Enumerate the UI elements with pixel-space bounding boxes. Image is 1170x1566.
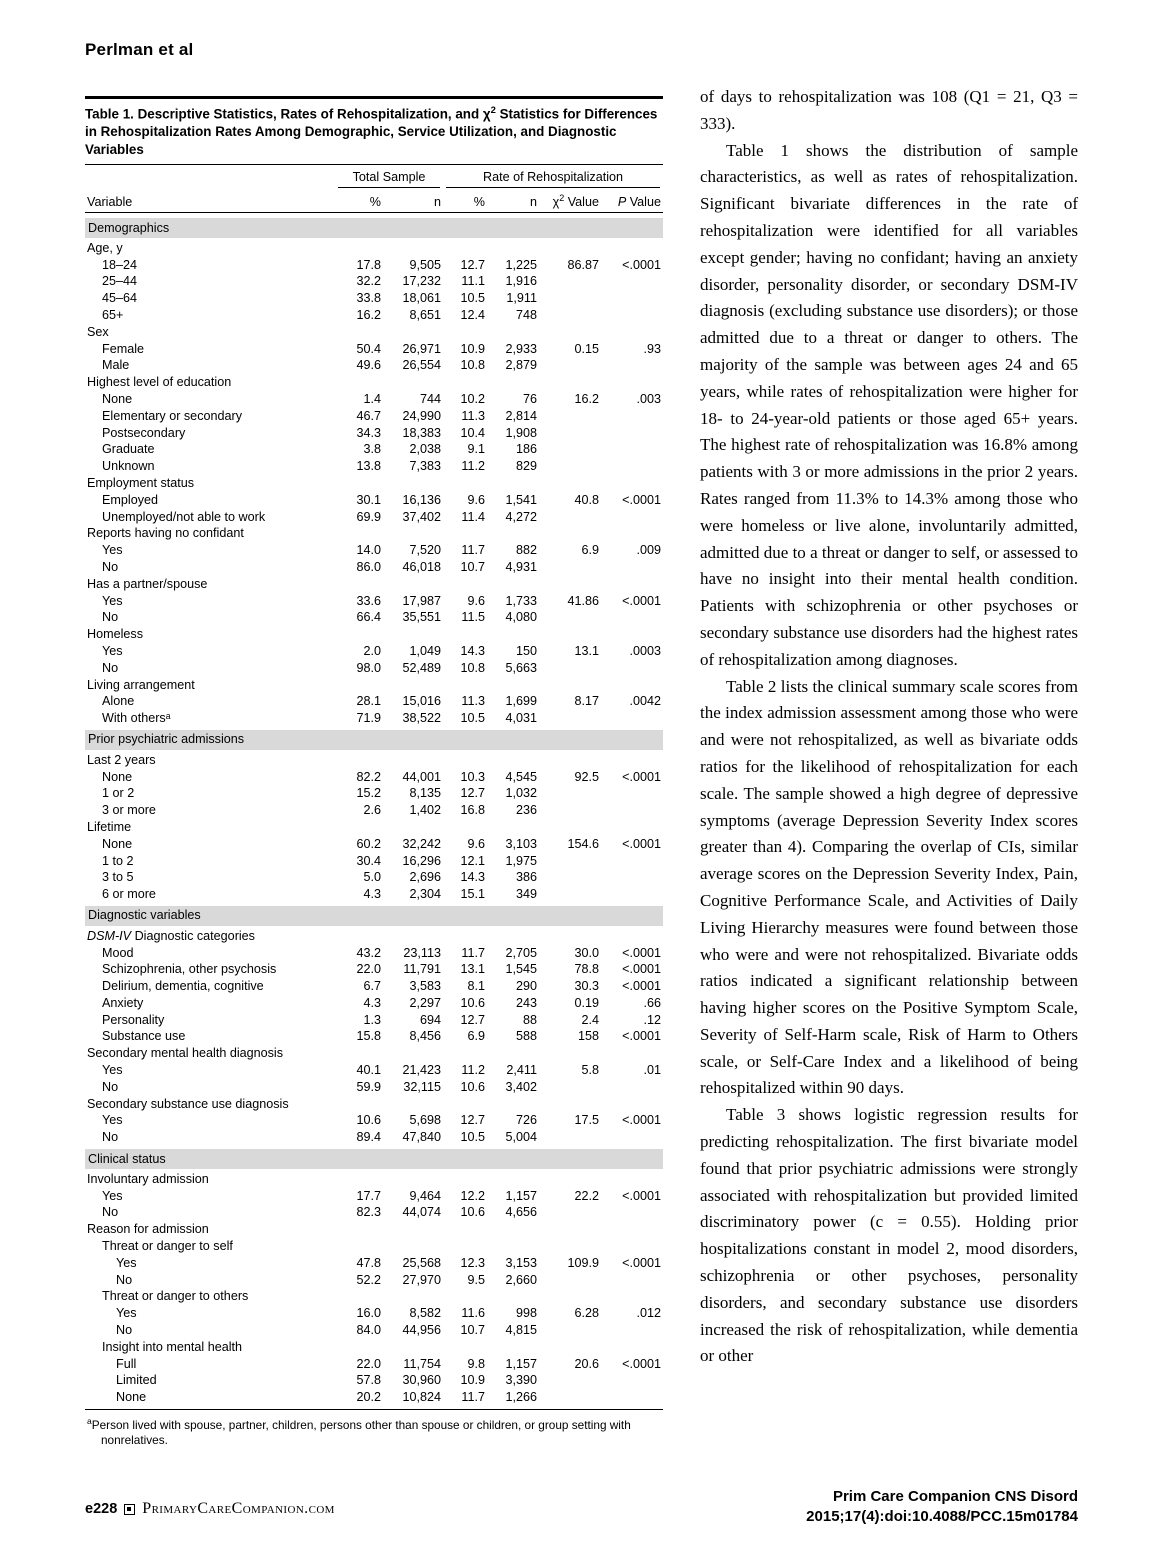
table-row: Last 2 years <box>87 752 156 767</box>
table-row: DSM-IV Diagnostic categories <box>87 928 255 943</box>
article-paragraph: Table 3 shows logistic regression results for predicting rehospitalization. The first bivariate model found that prior psychiatric admissions were strongly associated with rehospitalization but provided limited discriminatory power (c = 0.55). Holding prior hospitalizations constant in model 2, mood disorders, schizophrenia or other psychoses, personality disorders, and secondary substance use disorders increased the risk of rehospitalization, while dementia or other <box>700 1105 1078 1366</box>
col-header-rehosp-pct: % <box>473 195 485 210</box>
table-row: Threat or danger to others <box>102 1289 249 1304</box>
table-row: Living arrangement <box>87 677 195 692</box>
table-row: No 89.4 47,840 10.5 5,004 <box>102 1130 537 1145</box>
table-row: Secondary substance use diagnosis <box>87 1096 289 1111</box>
table-row: No 84.0 44,956 10.7 4,815 <box>116 1323 537 1338</box>
table-body <box>85 213 663 1406</box>
table-1 <box>85 96 663 1449</box>
table-row: Schizophrenia, other psychosis 22.0 11,791 13.1 1,545 78.8 <.0001 <box>102 962 661 977</box>
table-row: Reports having no confidant <box>87 526 244 541</box>
table-row: Graduate 3.8 2,038 9.1 186 <box>102 442 537 457</box>
table-row: No 98.0 52,489 10.8 5,663 <box>102 660 537 675</box>
table-row: Yes 16.0 8,582 11.6 998 6.28 .012 <box>116 1306 661 1321</box>
table-row: 3 or more 2.6 1,402 16.8 236 <box>102 803 537 818</box>
table-row: Reason for admission <box>87 1222 209 1237</box>
table-row: Limited 57.8 30,960 10.9 3,390 <box>116 1373 537 1388</box>
table-row: No 86.0 46,018 10.7 4,931 <box>102 559 537 574</box>
table-row: 6 or more 4.3 2,304 15.1 349 <box>102 887 537 902</box>
table-title: Table 1. Descriptive Statistics, Rates of Rehospitalization, and $\chi^2$ Statistics for Differences in Rehospitalization Rates Among Demographic, Service Utilization, and Diagnostic Variables <box>85 96 663 165</box>
table-row: 65+ 16.2 8,651 12.4 748 <box>102 308 537 323</box>
chi-squared-superscript: 2 <box>490 105 496 116</box>
table-row: None 20.2 10,824 11.7 1,266 <box>116 1390 537 1405</box>
article-column <box>700 84 1078 1370</box>
table-row: 1 to 2 30.4 16,296 12.1 1,975 <box>102 853 537 868</box>
table-row: Homeless <box>87 627 143 642</box>
table-row: Yes 47.8 25,568 12.3 3,153 109.9 <.0001 <box>116 1255 661 1270</box>
table-row: Yes 33.6 17,987 9.6 1,733 41.86 <.0001 <box>102 593 661 608</box>
footer-right <box>806 1487 1078 1526</box>
journal-site-name: PrimaryCareCompanion.com <box>142 1500 335 1517</box>
table-row: Insight into mental health <box>102 1339 243 1354</box>
col-header-total-pct: % <box>369 195 381 210</box>
table-row: None 1.4 744 10.2 76 16.2 .003 <box>102 392 661 406</box>
table-row: No 59.9 32,115 10.6 3,402 <box>102 1079 537 1094</box>
footnote-marker: a <box>87 1416 92 1427</box>
table-header <box>85 165 663 213</box>
table-row: Yes 14.0 7,520 11.7 882 6.9 .009 <box>102 543 661 558</box>
table-row: Anxiety 4.3 2,297 10.6 243 0.19 .66 <box>102 995 661 1010</box>
table-row: Postsecondary 34.3 18,383 10.4 1,908 <box>102 425 537 440</box>
table-row: Yes 2.0 1,049 14.3 150 13.1 .0003 <box>102 643 661 658</box>
table-row: Yes 40.1 21,423 11.2 2,411 5.8 .01 <box>102 1063 661 1078</box>
table-row: None 60.2 32,242 9.6 3,103 154.6 <.0001 <box>102 836 661 851</box>
table-row: None 82.2 44,001 10.3 4,545 92.5 <.0001 <box>102 769 661 784</box>
table-row: Full 22.0 11,754 9.8 1,157 20.6 <.0001 <box>116 1356 661 1371</box>
journal-logo-icon <box>124 1504 135 1515</box>
table-row: Highest level of education <box>87 375 232 390</box>
table-row: 3 to 5 5.0 2,696 14.3 386 <box>102 870 537 885</box>
table-row: Yes 17.7 9,464 12.2 1,157 22.2 <.0001 <box>102 1188 661 1203</box>
table-row: No 82.3 44,074 10.6 4,656 <box>102 1205 537 1220</box>
table-row: Secondary mental health diagnosis <box>87 1046 284 1061</box>
table-row: Substance use 15.8 8,456 6.9 588 158 <.0001 <box>102 1029 661 1044</box>
table-row: Delirium, dementia, cognitive 6.7 3,583 8.1 290 30.3 <.0001 <box>102 979 661 994</box>
col-header-total-n: n <box>433 195 441 210</box>
journal-doi: 2015;17(4):doi:10.4088/PCC.15m01784 <box>806 1507 1078 1525</box>
table-row: Alone 28.1 15,016 11.3 1,699 8.17 .0042 <box>102 694 661 709</box>
table-row: Threat or danger to self <box>102 1239 233 1254</box>
table-section-row: Prior psychiatric admissions <box>85 730 663 750</box>
table-row: Employed 30.1 16,136 9.6 1,541 40.8 <.0001 <box>102 492 661 507</box>
table-row: Mood 43.2 23,113 11.7 2,705 30.0 <.0001 <box>102 945 661 960</box>
table-row: Female 50.4 26,971 10.9 2,933 0.15 .93 <box>102 341 661 356</box>
table-row: Involuntary admission <box>87 1171 209 1186</box>
table-row: Unknown 13.8 7,383 11.2 829 <box>102 459 537 474</box>
table-row: 25–44 32.2 17,232 11.1 1,916 <box>102 274 537 289</box>
footer-left <box>85 1500 335 1518</box>
col-group-total-sample: Total Sample <box>338 169 440 188</box>
table-row: 1 or 2 15.2 8,135 12.7 1,032 <box>102 786 537 801</box>
table-row: No 66.4 35,551 11.5 4,080 <box>102 610 537 625</box>
article-paragraph: Table 2 lists the clinical summary scale scores from the index admission assessment among those who were and were not rehospitalized, as well as bivariate odds ratios for the likelihood of rehospitalization for each scale. The sample showed a high degree of depressive symptoms (average Depression Severity Index scores greater than 4). Comparing the overlap of CIs, similar average scores on the Depression Severity Index, Pain, Cognitive Performance Scale, and Activities of Daily Living Hierarchy measures were found between those who were and were not rehospitalized. Bivariate odds ratios indicated a significant relationship between having higher scores on the Positive Symptom Scale, Severity of Self-Harm scale, Risk of Harm to Others scale, or Self-Care Index and a likelihood of being rehospitalized within 90 days. <box>700 676 1078 1098</box>
col-header-chi-squared-value: $\chi^2$ Value <box>552 193 599 210</box>
table-row: 45–64 33.8 18,061 10.5 1,911 <box>102 291 537 306</box>
table-row: Elementary or secondary 46.7 24,990 11.3 2,814 <box>102 408 537 423</box>
journal-name: Prim Care Companion CNS Disord <box>832 1488 1078 1505</box>
table-row: Yes 10.6 5,698 12.7 726 17.5 <.0001 <box>102 1113 661 1128</box>
col-group-rate-of-rehospitalization: Rate of Rehospitalization <box>446 169 660 188</box>
table-section-row: Demographics <box>85 218 663 238</box>
table-row: Personality 1.3 694 12.7 88 2.4 .12 <box>102 1012 661 1027</box>
table-row: Male 49.6 26,554 10.8 2,879 <box>102 358 537 373</box>
article-paragraph: Table 1 shows the distribution of sample characteristics, as well as rates of rehospitalization. Significant bivariate differences in the rate of rehospitalization were identified for all variables except gender; having no confidant; having an anxiety disorder, personality disorder, or secondary DSM-IV diagnosis (excluding substance use disorders); or those admitted due to a threat or danger to others. The majority of the sample was between ages 24 and 65 years, while rates of rehospitalization were higher for 18- to 24-year-old patients or those aged 65+ years. The highest rate of rehospitalization was 16.8% among patients with 3 or more admissions in the prior 2 years. Rates ranged from 11.3% to 14.3% among those who were homeless or live alone, involuntarily admitted, admitted due to a threat or danger to self, or assessed to have no insight into their mental health condition. Patients with schizophrenia or other psychoses or secondary substance use disorders had the highest rates of rehospitalization among diagnoses. <box>700 140 1078 669</box>
table-row: Employment status <box>87 475 195 490</box>
table-row: Has a partner/spouse <box>87 576 208 591</box>
running-head: Perlman et al <box>85 40 194 59</box>
table-row: No 52.2 27,970 9.5 2,660 <box>116 1272 537 1287</box>
table-section-row: Diagnostic variables <box>85 906 663 926</box>
table-row: 18–24 17.8 9,505 12.7 1,225 86.87 <.0001 <box>102 257 661 272</box>
table-footnote: $^a$Person lived with spouse, partner, children, persons other than spouse or children, or group setting with nonrelatives. <box>85 1409 663 1449</box>
table-row: With othersᵃ 71.9 38,522 10.5 4,031 <box>102 711 537 726</box>
col-header-variable: Variable <box>87 195 133 210</box>
page-number: e228 <box>85 1501 118 1517</box>
table-row: Unemployed/not able to work 69.9 37,402 11.4 4,272 <box>102 509 537 524</box>
col-header-rehosp-n: n <box>529 195 537 210</box>
col-header-p-value: P Value <box>617 195 661 210</box>
table-section-row: Clinical status <box>85 1149 663 1169</box>
table-row: Age, y <box>87 240 123 255</box>
article-paragraph: of days to rehospitalization was 108 (Q1 = 21, Q3 = 333). <box>700 87 1078 133</box>
table-row: Lifetime <box>87 819 132 834</box>
table-row: Sex <box>87 324 109 339</box>
